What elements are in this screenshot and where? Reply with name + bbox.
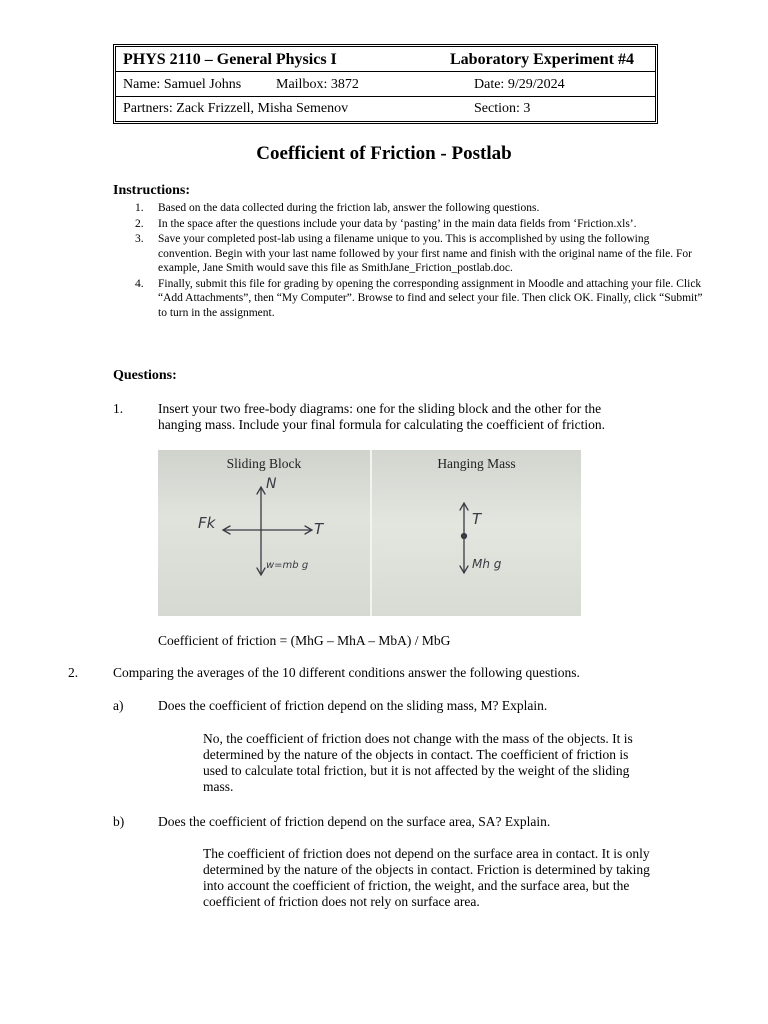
hanging-mass-dot bbox=[462, 534, 467, 539]
course-title: PHYS 2110 – General Physics I bbox=[123, 51, 337, 68]
answer-2a: No, the coefficient of friction does not change with the mass of the objects. It is determined by the nature of the objects in contact. The coefficient of friction is used to calculate total friction, but it is not affected by the weight of the sliding mass. bbox=[203, 731, 633, 794]
instructions-list bbox=[113, 201, 703, 321]
section: Section: 3 bbox=[474, 101, 531, 116]
page-title: Coefficient of Friction - Postlab bbox=[256, 143, 512, 164]
mailbox: Mailbox: 3872 bbox=[276, 77, 359, 92]
tension-label-sliding: T bbox=[314, 520, 324, 538]
list-item bbox=[135, 277, 703, 321]
question-2b-text: Does the coefficient of friction depend on the surface area, SA? Explain. bbox=[158, 814, 551, 829]
question-2a-text: Does the coefficient of friction depend on the sliding mass, M? Explain. bbox=[158, 698, 548, 713]
partners: Partners: Zack Frizzell, Misha Semenov bbox=[123, 101, 349, 116]
list-item-text: Save your completed post-lab using a filename unique to you. This is accomplished by using the following convention. Begin with your last name followed by your first name and finish with the original name of the file. For example, Jane Smith would save this file as SmithJane_Friction_postlab.doc. bbox=[158, 233, 692, 274]
sliding-block-caption: Sliding Block bbox=[226, 456, 302, 471]
list-item-number: 3. bbox=[135, 233, 144, 245]
question-1-number: 1. bbox=[113, 401, 124, 416]
question-2-number: 2. bbox=[68, 665, 79, 680]
list-item-text: In the space after the questions include your data by ‘pasting’ in the main data fields from ‘Friction.xls’. bbox=[158, 217, 637, 230]
list-item-number: 4. bbox=[135, 277, 144, 290]
list-item bbox=[135, 217, 703, 232]
question-2b-label: b) bbox=[113, 814, 125, 829]
list-item-number: 1. bbox=[135, 202, 144, 214]
question-1-text: Insert your two free-body diagrams: one for the sliding block and the other for the hanging mass. Include your final formula for calculating the coefficient of friction. bbox=[158, 401, 605, 432]
weight-label: w=mb g bbox=[266, 560, 309, 571]
header-row-course bbox=[116, 47, 655, 72]
hanging-mass-caption: Hanging Mass bbox=[437, 456, 516, 471]
list-item-text: Finally, submit this file for grading by opening the corresponding assignment in Moodle and attaching your file. Click “Add Attachments”, then “My Computer”. Browse to find and select your file. Then click OK. Finally, click “Submit” to turn in the assignment. bbox=[158, 277, 703, 319]
question-2-text: Comparing the averages of the 10 different conditions answer the following questions. bbox=[113, 665, 580, 680]
handwritten-diagram-svg bbox=[158, 450, 581, 616]
question-2a-label: a) bbox=[113, 698, 124, 713]
header-row-partners bbox=[116, 96, 655, 120]
list-item bbox=[135, 201, 703, 216]
normal-force-label: N bbox=[266, 476, 277, 492]
experiment-title: Laboratory Experiment #4 bbox=[450, 51, 634, 68]
instructions-heading: Instructions: bbox=[113, 183, 191, 198]
header-row-student bbox=[116, 72, 655, 97]
hanging-weight-label: Mh g bbox=[472, 557, 502, 571]
date: Date: 9/29/2024 bbox=[474, 77, 565, 92]
friction-formula: Coefficient of friction = (MhG – MhA – MbA) / MbG bbox=[158, 633, 451, 648]
free-body-diagram-photo bbox=[158, 450, 581, 616]
questions-heading: Questions: bbox=[113, 368, 177, 383]
lab-header-box bbox=[113, 44, 658, 124]
list-item-text: Based on the data collected during the friction lab, answer the following questions. bbox=[158, 202, 540, 214]
friction-force-label: Fk bbox=[198, 514, 216, 532]
answer-2b: The coefficient of friction does not depend on the surface area in contact. It is only determined by the nature of the objects in contact. Friction is determined by taking into account the coefficient of friction, the weight, and the surface area, but the coefficient of friction does not rely on surface area. bbox=[203, 846, 650, 909]
list-item bbox=[135, 232, 703, 276]
list-item-number: 2. bbox=[135, 217, 144, 230]
tension-label-hanging: T bbox=[472, 510, 482, 528]
student-name: Name: Samuel Johns bbox=[123, 77, 242, 92]
